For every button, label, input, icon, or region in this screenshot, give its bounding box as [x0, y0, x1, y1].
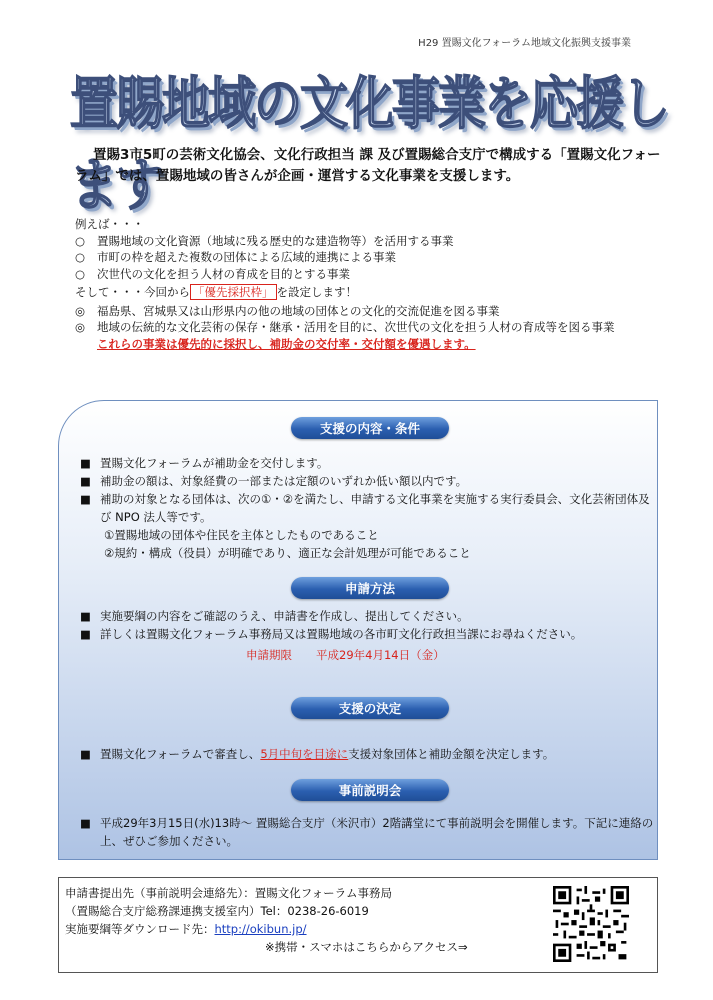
priority-item: ◎ 地域の伝統的な文化芸術の保存・継承・活用を目的に、次世代の文化を担う人材の育成等を図る事業	[75, 320, 615, 334]
priority-intro: そして・・・今回から 「優先採択枠」 を設定します！	[75, 285, 357, 299]
list-item: ■ 実施要綱の内容をご確認のうえ、申請書を作成し、提出してください。	[80, 609, 469, 623]
deadline: 申請期限 平成29年4月14日（金）	[246, 648, 445, 662]
application-list	[80, 607, 660, 664]
examples-section	[75, 216, 675, 352]
priority-note: これらの事業は優先的に採択し、補助金の交付率・交付額を優遇します。	[97, 336, 476, 351]
decision-highlight: 5月中旬を目途に	[260, 747, 349, 761]
mobile-note: ※携帯・スマホはこちらからアクセス⇒	[265, 940, 468, 954]
download-link[interactable]: http://okibun.jp/	[214, 922, 307, 936]
support-list	[80, 454, 660, 562]
list-item: ■ 置賜文化フォーラムが補助金を交付します。	[80, 456, 329, 470]
program-label: H29 置賜文化フォーラム地域文化振興支援事業	[418, 38, 631, 49]
decision-text: ■ 置賜文化フォーラムで審査し、5月中旬を目途に支援対象団体と補助金額を決定します。	[80, 747, 555, 761]
condition-item: ②規約・構成（役員）が明確であり、適正な会計処理が可能であること	[104, 546, 471, 560]
page-title: 置賜地域の文化事業を応援します	[70, 70, 669, 219]
intro-text: 置賜3市5町の芸術文化協会、文化行政担当 課 及び置賜総合支庁で構成する「置賜文化フォーラム」では、置賜地域の皆さんが企画・運営する文化事業を支援します。	[75, 147, 661, 184]
briefing-text: ■ 平成29年3月15日(水)13時～ 置賜総合支庁（米沢市）2階講堂にて事前説明会を開催します。下記に連絡の上、ぜひご参加ください。	[80, 816, 654, 848]
briefing-heading: 事前説明会	[291, 779, 449, 801]
priority-highlight: 「優先採択枠」	[190, 284, 277, 300]
list-item: ○ 置賜地域の文化資源（地域に残る歴史的な建造物等）を活用する事業	[75, 233, 454, 248]
priority-item: ◎ 福島県、宮城県又は山形県内の他の地域の団体との文化的交流促進を図る事業	[75, 303, 500, 318]
list-item: ■ 補助の対象となる団体は、次の①・②を満たし、申請する文化事業を実施する実行委員会、文化芸術団体及び NPO 法人等です。	[80, 492, 650, 524]
examples-lead: 例えば・・・	[75, 217, 144, 231]
download-line: 実施要綱等ダウンロード先：http://okibun.jp/	[65, 922, 307, 936]
intro-paragraph	[75, 145, 665, 187]
condition-item: ①置賜地域の団体や住民を主体としたものであること	[104, 528, 379, 542]
list-item: ○ 次世代の文化を担う人材の育成を目的とする事業	[75, 266, 350, 281]
support-heading: 支援の内容・条件	[291, 417, 449, 439]
contact-box	[58, 877, 658, 973]
decision-heading: 支援の決定	[291, 697, 449, 719]
list-item: ■ 詳しくは置賜文化フォーラム事務局又は置賜地域の各市町文化行政担当課にお尋ねください。	[80, 627, 583, 641]
list-item: ■ 補助金の額は、対象経費の一部または定額のいずれか低い額以内です。	[80, 474, 468, 488]
contact-line: 申請書提出先（事前説明会連絡先）：置賜文化フォーラム事務局	[65, 886, 393, 900]
contact-line: （置賜総合支庁総務課連携支援室内）Tel：0238-26-6019	[65, 904, 369, 918]
application-heading: 申請方法	[291, 577, 449, 599]
list-item: ○ 市町の枠を超えた複数の団体による広域的連携による事業	[75, 250, 396, 264]
qr-code-icon[interactable]	[553, 886, 629, 962]
